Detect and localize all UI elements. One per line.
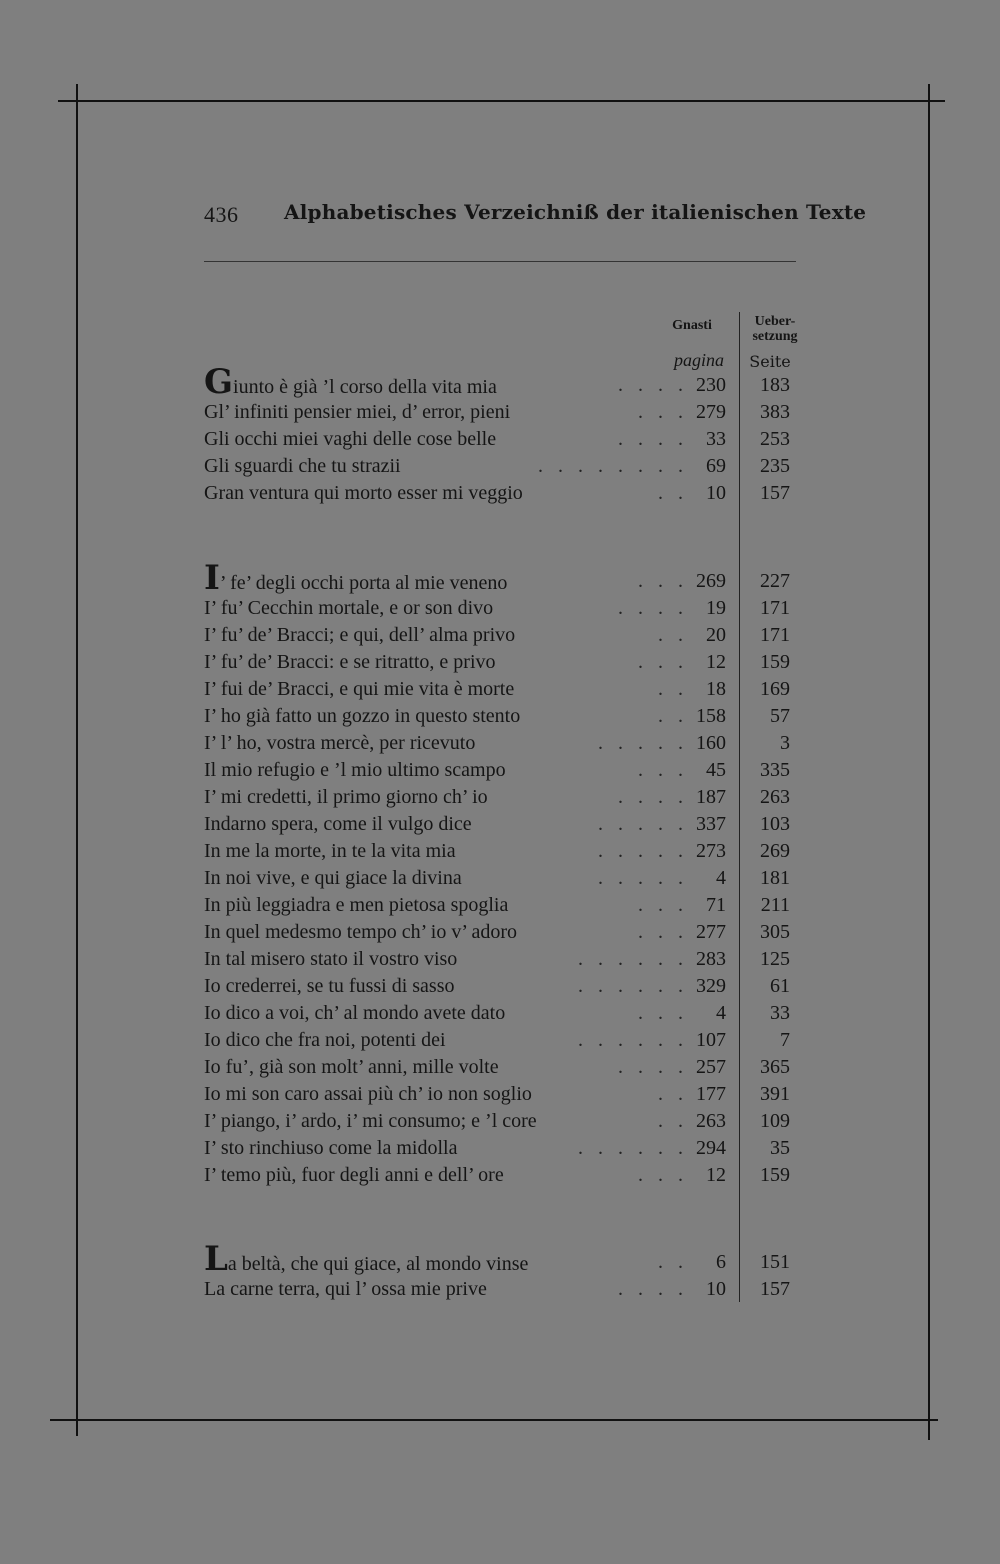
entry-seite-page: 171 (760, 624, 790, 646)
entry-leader-dots: . . (658, 1110, 688, 1132)
entry-seite-page: 335 (760, 759, 790, 781)
entry-leader-dots: . . . (638, 921, 688, 943)
entry-seite-page: 157 (760, 482, 790, 504)
index-entry (204, 811, 804, 838)
entry-gnasti-page: 337 (696, 813, 726, 835)
entry-text: Io dico a voi, ch’ al mondo avete dato (204, 1002, 506, 1024)
entry-text: In tal misero stato il vostro viso (204, 948, 458, 970)
entry-text: In noi vive, e qui giace la divina (204, 867, 462, 889)
entry-gnasti-page: 4 (716, 1002, 726, 1024)
entry-gnasti-page: 273 (696, 840, 726, 862)
entry-seite-page: 253 (760, 428, 790, 450)
entry-seite-page: 305 (760, 921, 790, 943)
index-entry (204, 946, 804, 973)
index-entry (204, 1276, 804, 1303)
index-entry (204, 730, 804, 757)
entry-seite-page: 391 (760, 1083, 790, 1105)
entry-seite-page: 125 (760, 948, 790, 970)
entry-seite-page: 269 (760, 840, 790, 862)
index-entry (204, 838, 804, 865)
index-entry (204, 973, 804, 1000)
entry-text: Io crederrei, se tu fussi di sasso (204, 975, 455, 997)
entry-seite-page: 159 (760, 1164, 790, 1186)
index-entry (204, 1000, 804, 1027)
entry-text: I’ mi credetti, il primo giorno ch’ io (204, 786, 488, 808)
entry-leader-dots: . . . . . . (578, 1029, 688, 1051)
entry-leader-dots: . . . . . . (578, 1137, 688, 1159)
entry-leader-dots: . . . . (618, 428, 688, 450)
entry-seite-page: 159 (760, 651, 790, 673)
entry-leader-dots: . . . . . (598, 840, 688, 862)
entry-text: I’ fu’ de’ Bracci; e qui, dell’ alma privo (204, 624, 516, 646)
index-section-i (204, 558, 804, 1189)
entry-initial: L (204, 1239, 228, 1279)
entry-text: a beltà, che qui giace, al mondo vinse (227, 1253, 529, 1275)
gnasti-column-heading: Gnasti (672, 318, 712, 333)
index-entry (204, 362, 804, 402)
index-entry (204, 703, 804, 730)
index-entry (204, 757, 804, 784)
entry-text: I’ sto rinchiuso come la midolla (204, 1137, 458, 1159)
entry-gnasti-page: 257 (696, 1056, 726, 1078)
entry-text: I’ l’ ho, vostra mercè, per ricevuto (204, 732, 476, 754)
entry-leader-dots: . . (658, 1083, 688, 1105)
entry-leader-dots: . . . . (618, 1278, 688, 1300)
entry-text: La carne terra, qui l’ ossa mie prive (204, 1278, 487, 1300)
entry-seite-page: 211 (760, 894, 790, 916)
frame-bottom-line (50, 1419, 938, 1421)
entry-gnasti-page: 187 (696, 786, 726, 808)
index-entry (204, 1054, 804, 1081)
index-entry (204, 622, 804, 649)
page-number: 436 (204, 202, 239, 227)
entry-seite-page: 183 (760, 374, 790, 396)
index-section-g (204, 362, 804, 507)
entry-leader-dots: . . (658, 1251, 688, 1273)
entry-seite-page: 227 (760, 570, 790, 592)
entry-gnasti-page: 12 (706, 651, 726, 673)
entry-leader-dots: . . . (638, 1164, 688, 1186)
index-entry (204, 480, 804, 507)
entry-seite-page: 383 (760, 401, 790, 423)
index-entry (204, 919, 804, 946)
entry-gnasti-page: 19 (706, 597, 726, 619)
entry-leader-dots: . . . . . . (578, 975, 688, 997)
entry-leader-dots: . . . (638, 759, 688, 781)
entry-text: I’ fu’ de’ Bracci: e se ritratto, e privo (204, 651, 496, 673)
entry-leader-dots: . . . . (618, 786, 688, 808)
entry-leader-dots: . . . . (618, 597, 688, 619)
entry-gnasti-page: 10 (706, 482, 726, 504)
frame-left-line (76, 84, 78, 1436)
entry-text: Io fu’, già son molt’ anni, mille volte (204, 1056, 499, 1078)
index-entry (204, 558, 804, 598)
entry-text: In me la morte, in te la vita mia (204, 840, 456, 862)
entry-leader-dots: . . . . . (598, 867, 688, 889)
entry-text: Gl’ infiniti pensier miei, d’ error, pieni (204, 401, 511, 423)
entry-initial: I (204, 558, 220, 598)
entry-text: I’ temo più, fuor degli anni e dell’ ore (204, 1164, 504, 1186)
entry-leader-dots: . . (658, 705, 688, 727)
index-section-l (204, 1239, 804, 1303)
entry-gnasti-page: 283 (696, 948, 726, 970)
entry-leader-dots: . . . (638, 651, 688, 673)
entry-seite-page: 3 (780, 732, 790, 754)
entry-seite-page: 35 (770, 1137, 790, 1159)
entry-gnasti-page: 277 (696, 921, 726, 943)
entry-text: I’ piango, i’ ardo, i’ mi consumo; e ’l core (204, 1110, 537, 1132)
index-entry (204, 453, 804, 480)
index-entry (204, 865, 804, 892)
index-entry (204, 1135, 804, 1162)
index-entry (204, 426, 804, 453)
entry-gnasti-page: 107 (696, 1029, 726, 1051)
index-entry (204, 676, 804, 703)
entry-initial: G (204, 362, 234, 402)
entry-text: ’ fe’ degli occhi porta al mie veneno (219, 572, 508, 594)
frame-right-line (928, 84, 930, 1440)
entry-leader-dots: . . . (638, 401, 688, 423)
entry-text: In più leggiadra e men pietosa spoglia (204, 894, 509, 916)
entry-leader-dots: . . . (638, 1002, 688, 1024)
entry-seite-page: 263 (760, 786, 790, 808)
seite-subheading: Seite (749, 352, 791, 371)
entry-gnasti-page: 269 (696, 570, 726, 592)
entry-text: I’ ho già fatto un gozzo in questo stento (204, 705, 521, 727)
index-entry (204, 1027, 804, 1054)
entry-leader-dots: . . . . . . . . (538, 455, 688, 477)
entry-gnasti-page: 329 (696, 975, 726, 997)
entry-text: iunto è già ’l corso della vita mia (233, 376, 497, 398)
index-entry (204, 595, 804, 622)
entry-text: Indarno spera, come il vulgo dice (204, 813, 472, 835)
index-entry (204, 1162, 804, 1189)
entry-seite-page: 151 (760, 1251, 790, 1273)
uebersetzung-heading-line1: Ueber- (754, 314, 796, 329)
entry-gnasti-page: 279 (696, 401, 726, 423)
entry-gnasti-page: 4 (716, 867, 726, 889)
entry-text: Gran ventura qui morto esser mi veggio (204, 482, 523, 504)
entry-text: Gli occhi miei vaghi delle cose belle (204, 428, 497, 450)
entry-leader-dots: . . . . . (598, 732, 688, 754)
entry-leader-dots: . . . (638, 570, 688, 592)
entry-leader-dots: . . (658, 678, 688, 700)
header-rule (204, 261, 796, 262)
entry-leader-dots: . . . . . (598, 813, 688, 835)
entry-gnasti-page: 18 (706, 678, 726, 700)
page-header (204, 198, 867, 238)
entry-seite-page: 181 (760, 867, 790, 889)
entry-gnasti-page: 177 (696, 1083, 726, 1105)
entry-gnasti-page: 12 (706, 1164, 726, 1186)
entry-seite-page: 169 (760, 678, 790, 700)
entry-text: Il mio refugio e ’l mio ultimo scampo (204, 759, 506, 781)
index-entry (204, 1081, 804, 1108)
entry-gnasti-page: 158 (696, 705, 726, 727)
entry-gnasti-page: 230 (696, 374, 726, 396)
entry-gnasti-page: 45 (706, 759, 726, 781)
entry-gnasti-page: 294 (696, 1137, 726, 1159)
entry-seite-page: 157 (760, 1278, 790, 1300)
entry-seite-page: 171 (760, 597, 790, 619)
entry-leader-dots: . . . . (618, 1056, 688, 1078)
uebersetzung-column-heading (742, 314, 808, 344)
entry-leader-dots: . . . . . . (578, 948, 688, 970)
index-entry (204, 399, 804, 426)
entry-seite-page: 7 (780, 1029, 790, 1051)
entry-gnasti-page: 160 (696, 732, 726, 754)
entry-leader-dots: . . (658, 482, 688, 504)
pagina-subheading: pagina (673, 350, 724, 370)
entry-text: I’ fui de’ Bracci, e qui mie vita è morte (204, 678, 515, 700)
entry-gnasti-page: 10 (706, 1278, 726, 1300)
entry-gnasti-page: 263 (696, 1110, 726, 1132)
entry-leader-dots: . . . . (618, 374, 688, 396)
entry-seite-page: 103 (760, 813, 790, 835)
entry-seite-page: 109 (760, 1110, 790, 1132)
entry-gnasti-page: 69 (706, 455, 726, 477)
entry-gnasti-page: 6 (716, 1251, 726, 1273)
entry-leader-dots: . . . (638, 894, 688, 916)
index-entry (204, 649, 804, 676)
uebersetzung-heading-line2: setzung (752, 329, 798, 344)
index-entry (204, 1239, 804, 1279)
entry-gnasti-page: 20 (706, 624, 726, 646)
entry-seite-page: 61 (770, 975, 790, 997)
entry-seite-page: 235 (760, 455, 790, 477)
entry-text: Io dico che fra noi, potenti dei (204, 1029, 446, 1051)
entry-seite-page: 57 (770, 705, 790, 727)
frame-top-line (58, 100, 945, 102)
entry-seite-page: 365 (760, 1056, 790, 1078)
entry-gnasti-page: 33 (706, 428, 726, 450)
index-entry (204, 1108, 804, 1135)
running-title: Alphabetisches Verzeichniß der italienischen Texte (284, 200, 867, 224)
entry-text: In quel medesmo tempo ch’ io v’ adoro (204, 921, 518, 943)
entry-text: I’ fu’ Cecchin mortale, e or son divo (204, 597, 494, 619)
index-entry (204, 784, 804, 811)
entry-text: Io mi son caro assai più ch’ io non soglio (204, 1083, 532, 1105)
entry-leader-dots: . . (658, 624, 688, 646)
entry-text: Gli sguardi che tu strazii (204, 455, 401, 477)
entry-seite-page: 33 (770, 1002, 790, 1024)
entry-gnasti-page: 71 (706, 894, 726, 916)
index-entry (204, 892, 804, 919)
